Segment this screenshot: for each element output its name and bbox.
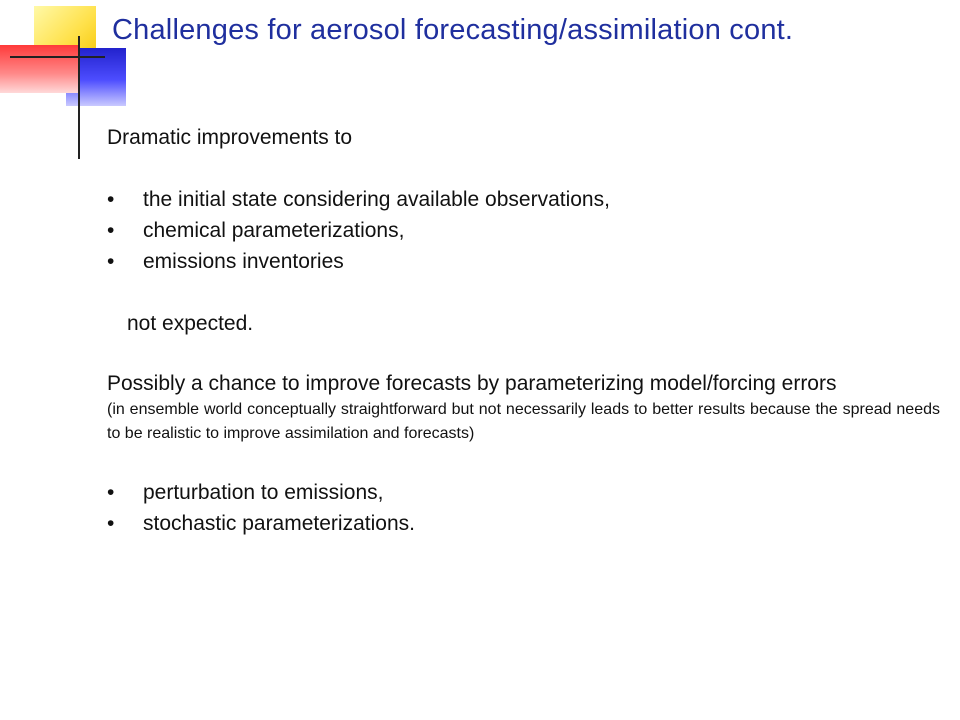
list-item-text: the initial state considering available observations, <box>143 188 610 211</box>
bullet-icon: • <box>107 188 115 211</box>
list-item-text: chemical parameterizations, <box>143 219 405 242</box>
spacer <box>107 446 940 477</box>
suggestions-list <box>107 477 940 539</box>
improvements-list <box>107 184 940 277</box>
list-item-text: emissions inventories <box>143 250 344 273</box>
spacer <box>107 277 940 308</box>
bullet-icon: • <box>107 250 115 273</box>
list-item-text: stochastic parameterizations. <box>143 512 415 535</box>
decor-horizontal-line <box>10 56 105 58</box>
list-item <box>107 477 940 508</box>
intro-text: Dramatic improvements to <box>107 126 353 149</box>
ensemble-note: (in ensemble world conceptually straightforward but not necessarily leads to better results because the spread needs to be realistic to improve assimilation and forecasts) <box>107 401 940 442</box>
list-item <box>107 184 940 215</box>
possibly-text: Possibly a chance to improve forecasts by parameterizing model/forcing errors <box>107 372 837 395</box>
list-item <box>107 246 940 277</box>
bullet-icon: • <box>107 481 115 504</box>
decor-vertical-line <box>78 36 80 159</box>
spacer <box>107 153 940 184</box>
bullet-icon: • <box>107 512 115 535</box>
not-expected-text: not expected. <box>127 312 254 335</box>
list-item <box>107 508 940 539</box>
slide-title: Challenges for aerosol forecasting/assimilation cont. <box>112 14 794 46</box>
slide-body <box>107 122 940 539</box>
list-item <box>107 215 940 246</box>
list-item-text: perturbation to emissions, <box>143 481 384 504</box>
decor-red-square <box>0 45 80 93</box>
spacer <box>107 339 940 370</box>
bullet-icon: • <box>107 219 115 242</box>
